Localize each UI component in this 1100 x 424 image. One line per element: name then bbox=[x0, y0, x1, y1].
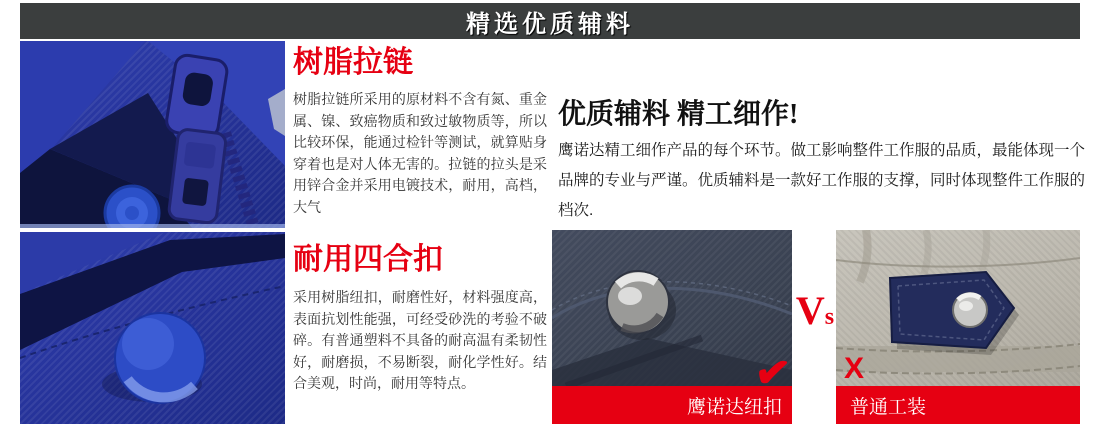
resin-zipper-title: 树脂拉链 bbox=[293, 46, 413, 79]
ordinary-label-bar bbox=[836, 386, 1080, 424]
blue-snap-button-photo bbox=[20, 232, 285, 424]
ordinary-workwear-illustration bbox=[836, 230, 1080, 386]
feature-description: 鹰诺达精工细作产品的每个环节。做工影响整件工作服的品质，最能体现一个品牌的专业与严谨。优质辅料是一款好工作服的支撑，同时体现整件工作服的档次. bbox=[558, 142, 1086, 219]
blue-button-illustration bbox=[20, 232, 285, 424]
feature-heading: 优质辅料 精工细作! bbox=[558, 99, 799, 130]
snap-button-description: 采用树脂纽扣，耐磨性好，材料强度高，表面抗划性能强，可经受砂洗的考验不破碎。有普通塑料不具备的耐高温有柔韧性好，耐磨损，不易断裂，耐化学性好。结合美观，时尚，耐用等特点。 bbox=[293, 289, 547, 391]
brand-label: 鹰诺达纽扣 bbox=[686, 396, 782, 418]
snap-button-title: 耐用四合扣 bbox=[293, 243, 443, 276]
section-header-bar bbox=[20, 3, 1080, 39]
brand-button-photo bbox=[552, 230, 792, 424]
resin-zipper-description: 树脂拉链所采用的原材料不含有氮、重金属、镍、致癌物质和致过敏物质等，所以比较环保，能通过检针等测试，就算贴身穿着也是对人体无害的。拉链的拉头是采用锌合金并采用电镀技术，耐用，高档，大气 bbox=[293, 91, 547, 215]
section-title: 精选优质辅料 bbox=[466, 10, 634, 38]
check-icon: ✔ bbox=[752, 347, 792, 398]
zipper-illustration bbox=[20, 41, 285, 228]
x-icon: X bbox=[844, 352, 865, 385]
versus-label: Vs bbox=[795, 288, 835, 333]
resin-zipper-photo bbox=[20, 41, 285, 228]
ordinary-workwear-photo bbox=[836, 230, 1080, 424]
ordinary-label: 普通工装 bbox=[850, 396, 927, 418]
